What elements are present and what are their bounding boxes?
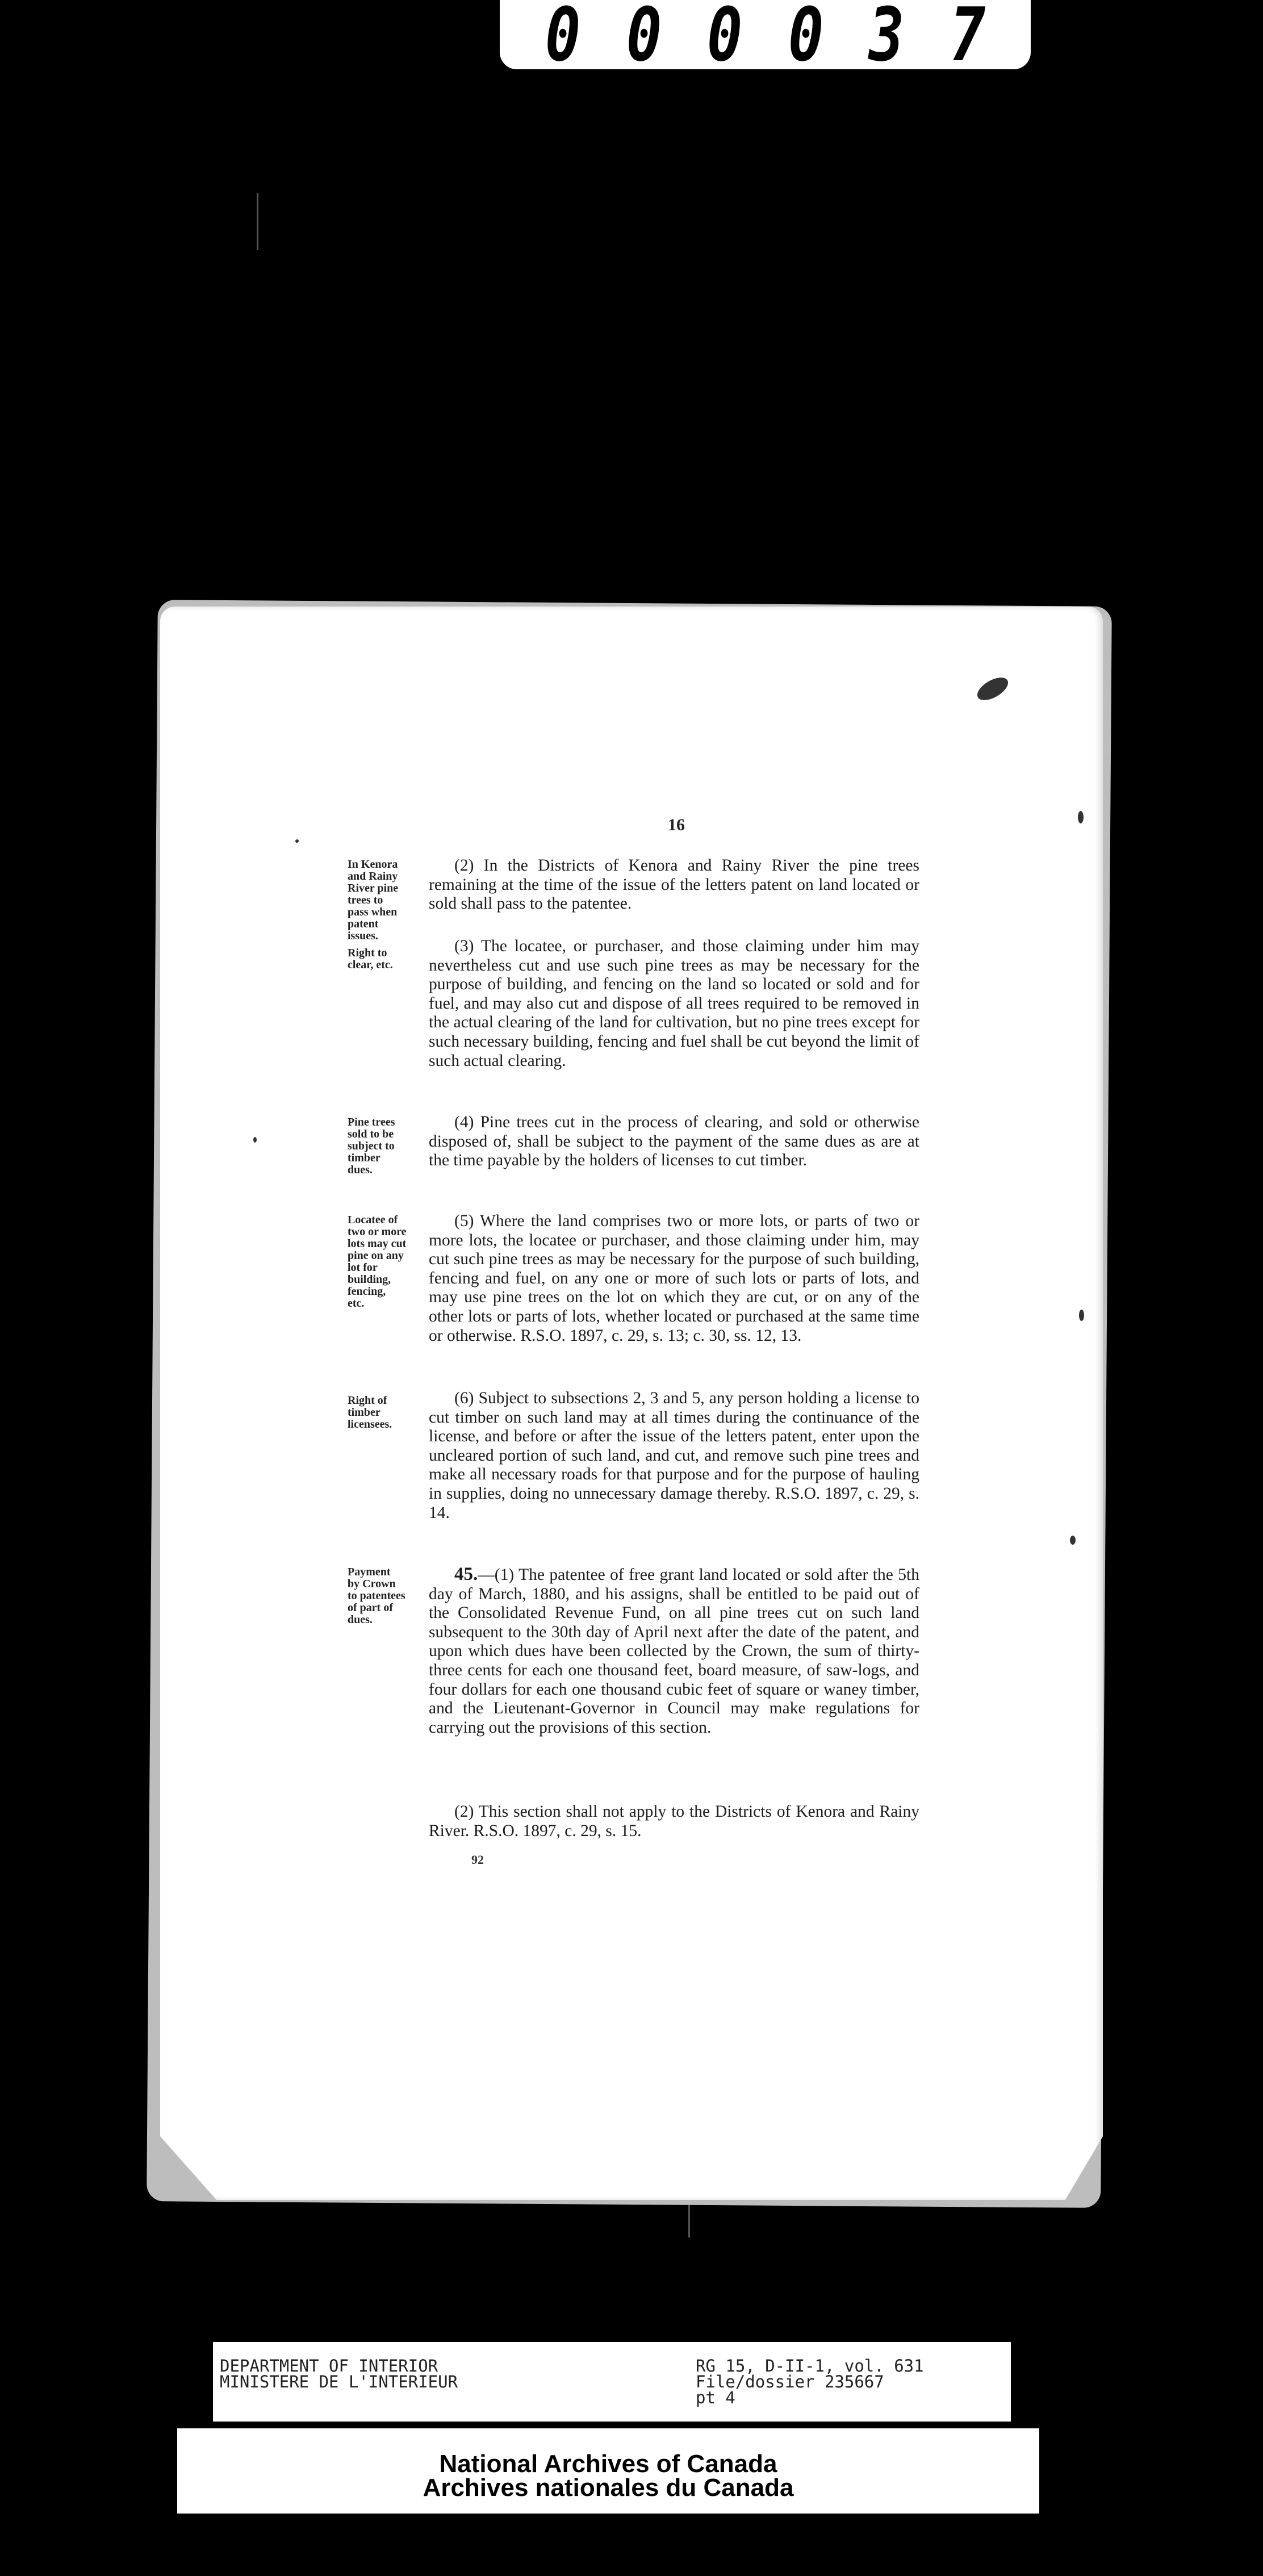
margin-note: Right to clear, etc. — [348, 947, 393, 971]
ink-smudge — [1070, 1536, 1076, 1545]
frame-digit: 0 — [706, 0, 743, 78]
archives-banner — [177, 2428, 1039, 2514]
ink-smudge — [1079, 1310, 1084, 1321]
margin-note: Payment by Crown to patentees of part of dues. — [348, 1566, 405, 1626]
archives-name-fr: Archives nationales du Canada — [423, 2474, 794, 2502]
frame-digit: 0 — [626, 0, 662, 78]
frame-number-stamp — [500, 0, 1031, 78]
ink-smudge — [295, 839, 299, 843]
reference-label — [696, 2358, 924, 2406]
frame-digit: 0 — [545, 0, 581, 78]
archives-name-en: National Archives of Canada — [439, 2450, 777, 2478]
department-fr: MINISTERE DE L'INTERIEUR — [220, 2372, 458, 2391]
frame-digit: 7 — [950, 0, 986, 78]
folio-number: 92 — [471, 1852, 484, 1867]
ink-smudge — [253, 1137, 257, 1143]
ink-smudge — [1078, 811, 1084, 823]
margin-note: Right of timber licensees. — [348, 1394, 392, 1431]
section-number: 45. — [454, 1564, 478, 1584]
paragraph: (5) Where the land comprises two or more lots, or parts of two or more lots, the locatee or purchaser, and those claiming under him, may cut such pine trees as may be necessary for the purpose of such building, fencing and fuel, on any one or more of such lots or parts of lots, and may use pine trees on the lot on which they are cut, or on any of the other lots or parts of lots, whether located or purchased at the same time or otherwise. R.S.O. 1897, c. 29, s. 13; c. 30, ss. 12, 13. — [429, 1212, 919, 1345]
department-label — [220, 2358, 458, 2390]
paragraph: (4) Pine trees cut in the process of clearing, and sold or otherwise disposed of, shall be subject to the payment of the same dues as are at the time payable by the holders of licenses to cut timber. — [429, 1113, 919, 1170]
page-number: 16 — [668, 816, 685, 834]
department-en: DEPARTMENT OF INTERIOR — [220, 2356, 438, 2376]
margin-note: Pine trees sold to be subject to timber dues. — [348, 1116, 395, 1176]
paragraph: (2) This section shall not apply to the Districts of Kenora and Rainy River. R.S.O. 1897, c. 29, s. 15. — [429, 1803, 919, 1840]
margin-note: In Kenora and Rainy River pine trees to pass when patent issues. — [348, 858, 399, 942]
file-dossier: File/dossier 235667 — [696, 2372, 884, 2391]
paragraph: (6) Subject to subsections 2, 3 and 5, any person holding a license to cut timber on such land may at all times during the continuance of the license, and before or after the issue of the letters patent, enter upon the uncleared portion of such land, and cut, and remove such pine trees and make all necessary roads for that purpose and for the purpose of hauling in supplies, doing no unnecessary damage thereby. R.S.O. 1897, c. 29, s. 14. — [429, 1389, 919, 1522]
film-scratch — [688, 2203, 690, 2238]
record-group: RG 15, D-II-1, vol. 631 — [696, 2356, 924, 2376]
paragraph: (2) In the Districts of Kenora and Rainy River the pine trees remaining at the time of the issue of the letters patent on land located or sold shall pass to the patentee. — [429, 856, 919, 913]
film-scratch — [257, 193, 258, 250]
part-number: pt 4 — [696, 2388, 735, 2407]
archive-label — [213, 2342, 1011, 2422]
section-text: —(1) The patentee of free grant land located or sold after the 5th day of March, 1880, and his assigns, shall be entitled to be paid out of the Consolidated Revenue Fund, on all pine trees cut on such land subsequent to the 30th day of April next after the date of the patent, and upon which dues have been collected by the Crown, the sum of thirty-three cents for each one thousand feet, board measure, of saw-logs, and four dollars for each one thousand cubic feet of square or waney timber, and the Lieutenant-Governor in Council may make regulations for carrying out the provisions of this section. — [429, 1566, 919, 1737]
frame-digit: 3 — [868, 0, 905, 78]
margin-note: Locatee of two or more lots may cut pine on any lot for building, fencing, etc. — [348, 1214, 407, 1310]
paragraph: (3) The locatee, or purchaser, and those claiming under him may nevertheless cut and use such pine trees as may be necessary for the purpose of building, and fencing on the land so located or sold and for fuel, and may also cut and dispose of all trees required to be removed in the actual clearing of the land for cultivation, but no pine trees except for such necessary building, fencing and fuel shall be cut beyond the limit of such actual clearing. — [429, 937, 919, 1070]
frame-digit: 0 — [788, 0, 824, 78]
paragraph-section-45 — [429, 1565, 919, 1737]
